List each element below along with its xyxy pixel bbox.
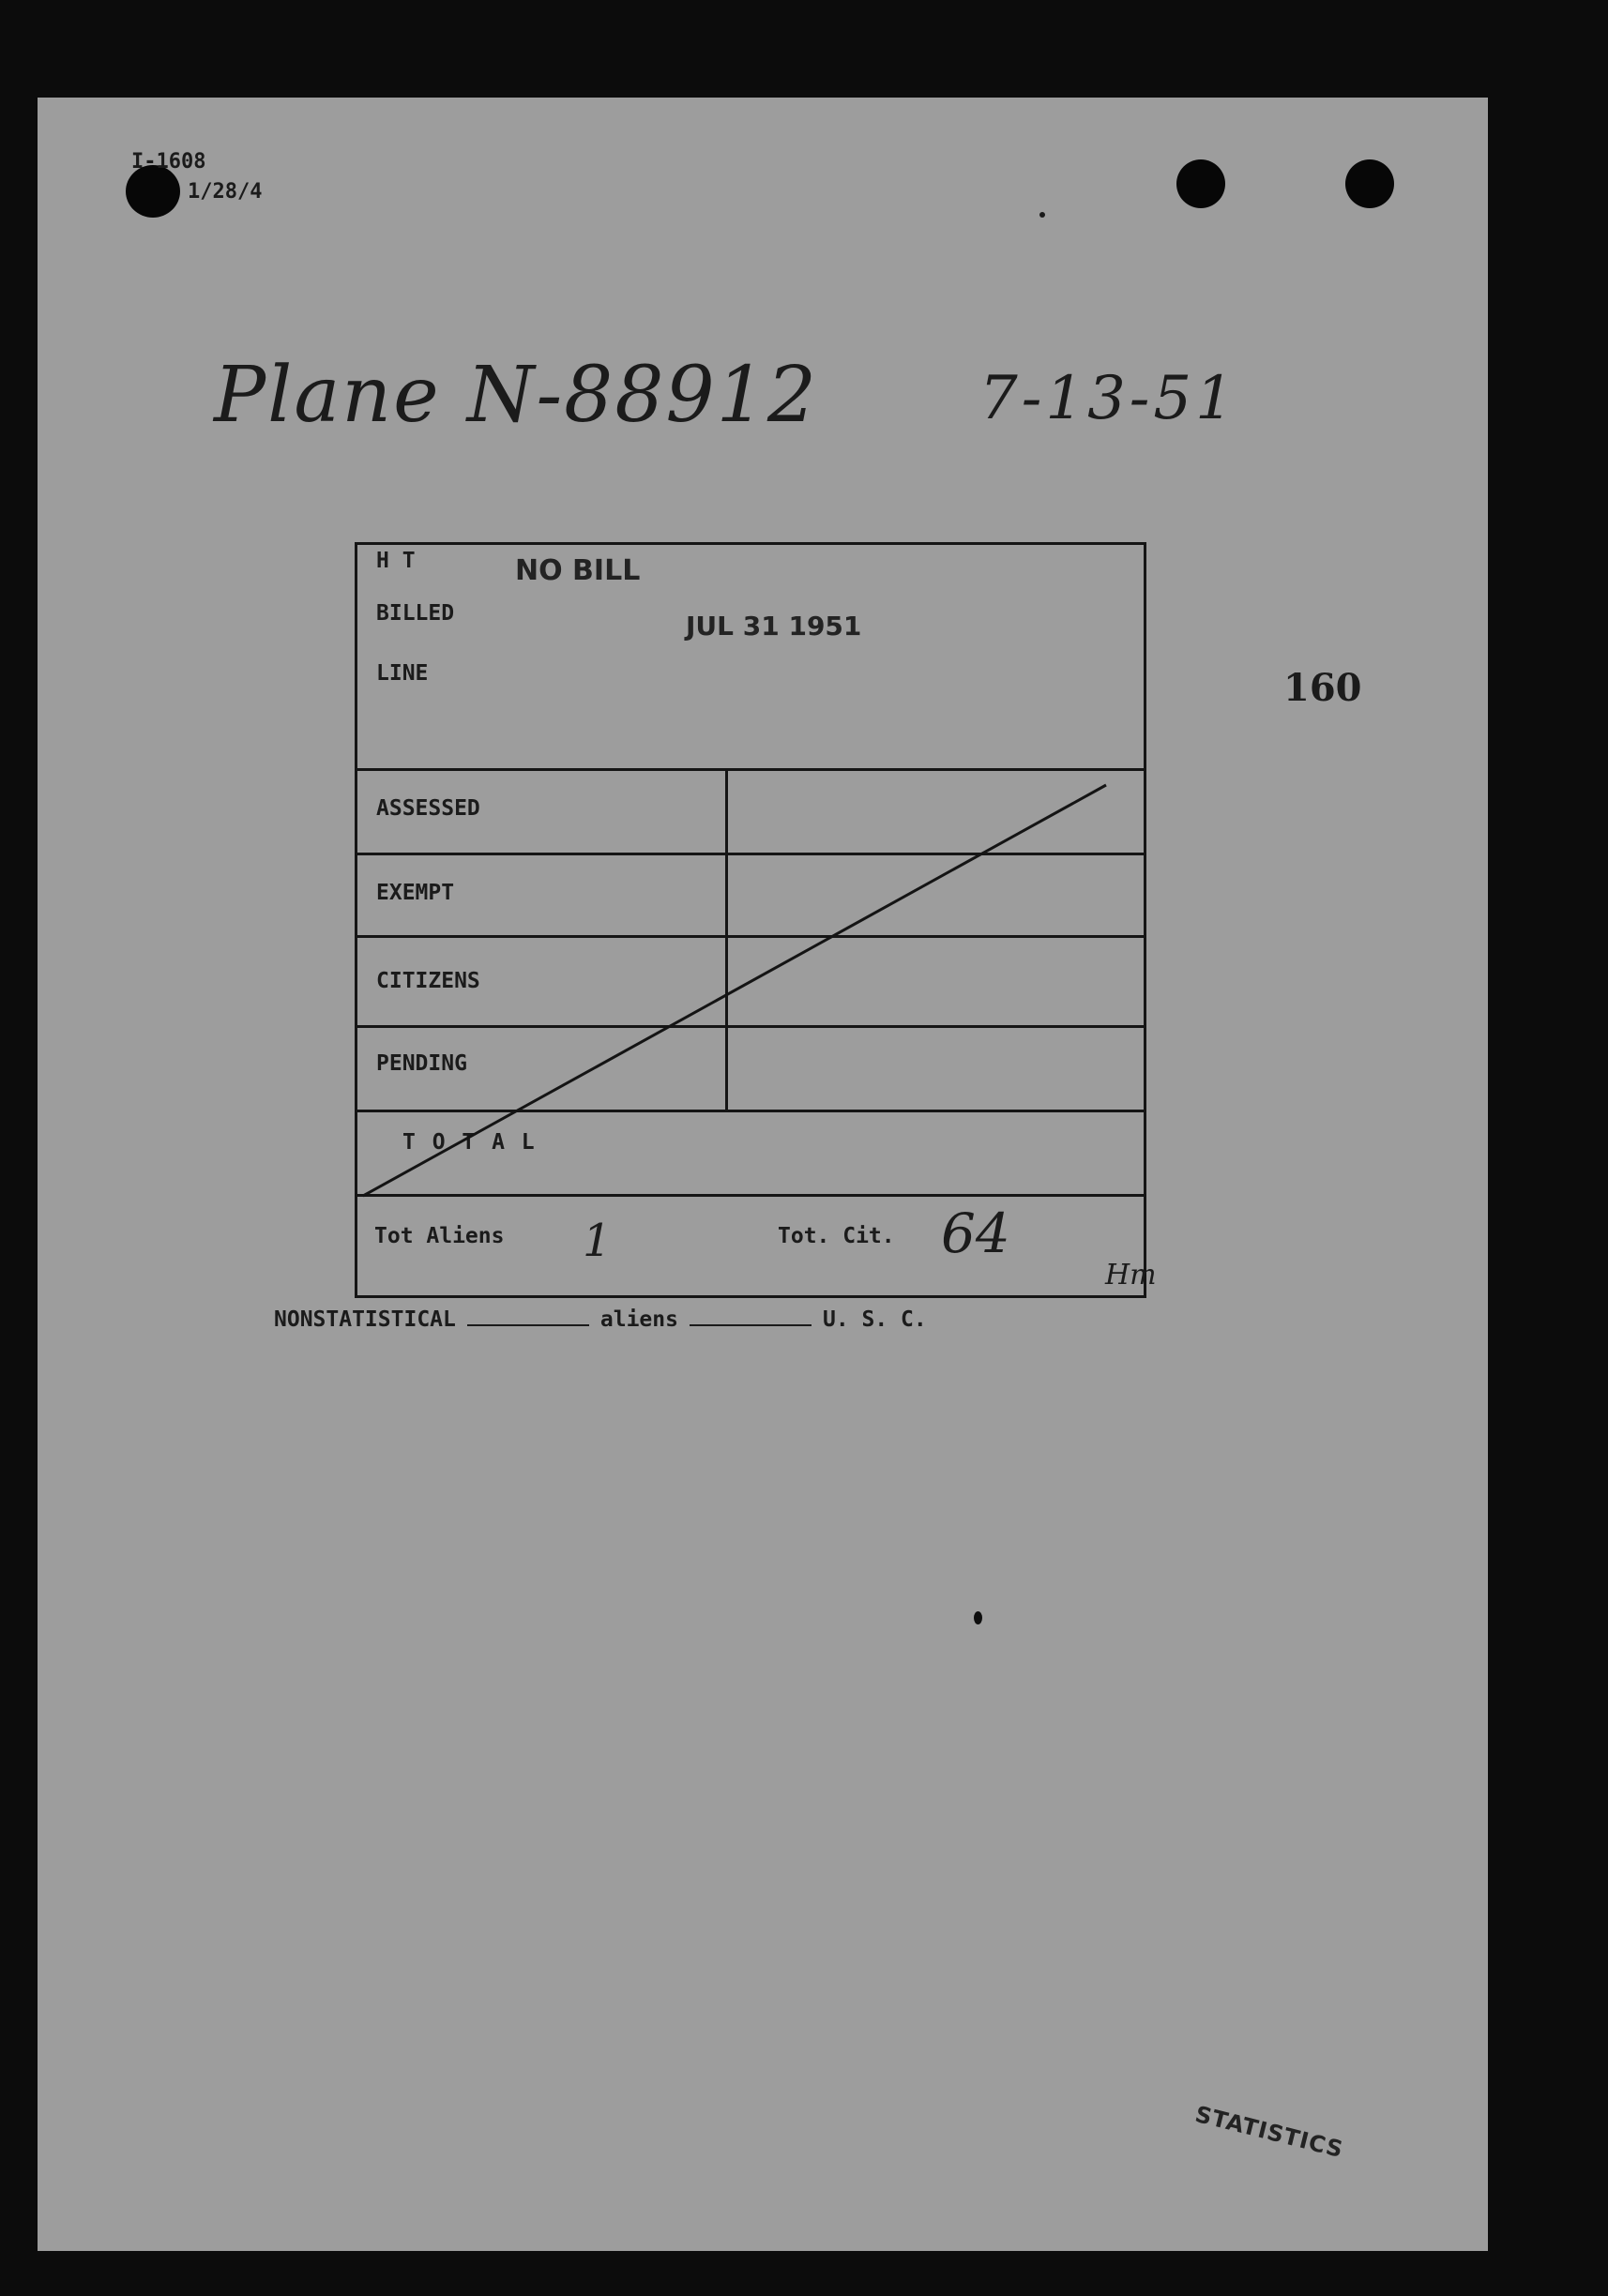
line-label: LINE <box>376 661 429 686</box>
tot-cit-label: Tot. Cit. <box>778 1224 895 1248</box>
aliens-label: aliens <box>599 1307 678 1332</box>
punch-hole-center <box>1176 159 1225 208</box>
tot-cit-value: 64 <box>941 1201 1010 1265</box>
row-label-citizens: CITIZENS <box>376 969 480 993</box>
date-stamp: JUL 31 1951 <box>686 611 862 642</box>
ink-speck <box>974 1611 982 1624</box>
tot-aliens-value: 1 <box>583 1215 612 1267</box>
nonstatistical-blank <box>467 1307 589 1326</box>
nonstatistical-line <box>274 1307 927 1332</box>
cancel-diagonal-line <box>357 545 1144 1295</box>
handwritten-initials: Hm <box>1105 1259 1157 1292</box>
handwritten-date: 7-13-51 <box>979 364 1237 433</box>
total-label: T O T A L <box>402 1130 537 1155</box>
punch-hole-right <box>1345 159 1394 208</box>
usc-label: U. S. C. <box>822 1307 927 1332</box>
row-label-pending: PENDING <box>376 1051 467 1076</box>
row-label-assessed: ASSESSED <box>376 796 480 821</box>
billed-label: BILLED <box>376 601 455 626</box>
no-bill-stamp: NO BILL <box>515 554 641 587</box>
document-sheet <box>38 98 1488 2251</box>
form-date: 1/28/4 <box>188 180 263 204</box>
handwritten-title: Plane N-88912 <box>214 351 819 440</box>
ht-label: H T <box>376 549 416 573</box>
manifest-form <box>355 542 1146 1298</box>
row-label-exempt: EXEMPT <box>376 881 455 905</box>
aliens-blank <box>690 1307 812 1326</box>
tot-aliens-label: Tot Aliens <box>374 1224 505 1248</box>
form-code: I-1608 <box>131 150 206 174</box>
page-number: 160 <box>1283 666 1362 710</box>
nonstatistical-label: NONSTATISTICAL <box>274 1307 456 1332</box>
ink-speck <box>1039 212 1045 218</box>
statistics-stamp: STATISTICS <box>1192 2101 1346 2164</box>
